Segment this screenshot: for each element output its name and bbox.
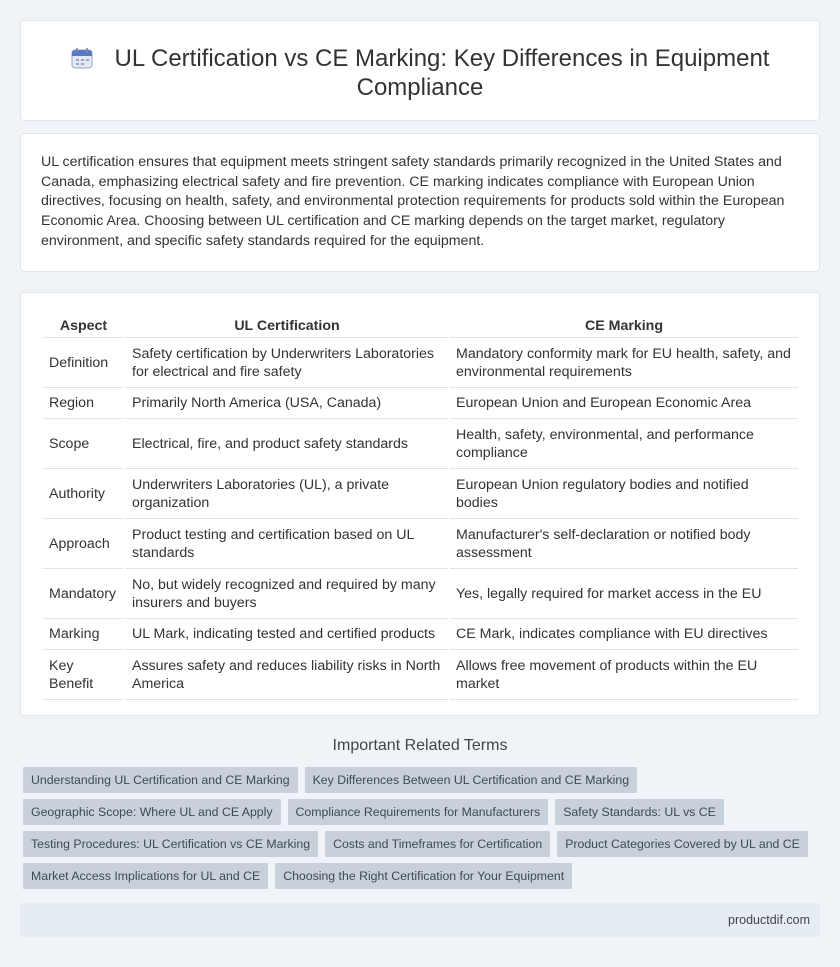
table-row	[43, 569, 798, 619]
related-tag[interactable]: Geographic Scope: Where UL and CE Apply	[23, 799, 281, 825]
comparison-card	[20, 292, 820, 716]
related-terms-list	[23, 767, 803, 895]
table-row	[43, 469, 798, 519]
tag-row	[23, 831, 803, 857]
cell-ul: Safety certification by Underwriters Laboratories for electrical and fire safety	[125, 338, 449, 388]
cell-ul: Product testing and certification based on UL standards	[125, 519, 449, 569]
table-row	[43, 650, 798, 700]
cell-aspect: Mandatory	[43, 569, 125, 619]
cell-ce: European Union and European Economic Area	[449, 388, 798, 419]
header-card	[20, 20, 820, 121]
footer	[20, 903, 820, 937]
intro-text: UL certification ensures that equipment meets stringent safety standards primarily recognized in the United States and Canada, emphasizing electrical safety and fire prevention. CE marking indicates compliance with European Union directives, focusing on health, safety, and environmental protection requirements for products sold within the European Economic Area. Choosing between UL certification and CE marking depends on the target market, regulatory environment, and specific safety standards required for the equipment.	[41, 154, 785, 249]
cell-aspect: Region	[43, 388, 125, 419]
cell-ce: Mandatory conformity mark for EU health, safety, and environmental requirements	[449, 338, 798, 388]
cell-aspect: Authority	[43, 469, 125, 519]
related-tag[interactable]: Safety Standards: UL vs CE	[555, 799, 724, 825]
cell-ul: Electrical, fire, and product safety standards	[125, 419, 449, 469]
related-tag[interactable]: Understanding UL Certification and CE Marking	[23, 767, 298, 793]
cell-ul: Assures safety and reduces liability risks in North America	[125, 650, 449, 700]
intro-card	[20, 133, 820, 272]
cell-ce: Yes, legally required for market access in the EU	[449, 569, 798, 619]
table-header-row	[43, 315, 798, 338]
table-row	[43, 419, 798, 469]
cell-ce: European Union regulatory bodies and notified bodies	[449, 469, 798, 519]
cell-aspect: Marking	[43, 619, 125, 650]
header-aspect: Aspect	[43, 315, 125, 338]
cell-ul: Underwriters Laboratories (UL), a private organization	[125, 469, 449, 519]
calendar-icon	[71, 47, 93, 69]
tag-row	[23, 863, 803, 889]
related-tag[interactable]: Compliance Requirements for Manufacturers	[288, 799, 549, 825]
related-tag[interactable]: Key Differences Between UL Certification and CE Marking	[305, 767, 637, 793]
page-title: UL Certification vs CE Marking: Key Differences in Equipment Compliance	[114, 45, 770, 101]
header-ce-marking: CE Marking	[449, 315, 798, 338]
cell-ul: UL Mark, indicating tested and certified products	[125, 619, 449, 650]
cell-aspect: Scope	[43, 419, 125, 469]
cell-ce: Health, safety, environmental, and performance compliance	[449, 419, 798, 469]
tag-row	[23, 799, 803, 825]
related-tag[interactable]: Testing Procedures: UL Certification vs CE Marking	[23, 831, 318, 857]
cell-aspect: Approach	[43, 519, 125, 569]
cell-ul: No, but widely recognized and required by many insurers and buyers	[125, 569, 449, 619]
related-tag[interactable]: Costs and Timeframes for Certification	[325, 831, 550, 857]
related-terms-title: Important Related Terms	[332, 737, 508, 754]
cell-ce: CE Mark, indicates compliance with EU directives	[449, 619, 798, 650]
cell-ce: Allows free movement of products within the EU market	[449, 650, 798, 700]
cell-aspect: Definition	[43, 338, 125, 388]
tag-row	[23, 767, 803, 793]
footer-site-link[interactable]: productdif.com	[728, 913, 810, 927]
table-row	[43, 388, 798, 419]
table-row	[43, 619, 798, 650]
table-row	[43, 338, 798, 388]
related-tag[interactable]: Product Categories Covered by UL and CE	[557, 831, 808, 857]
cell-aspect: Key Benefit	[43, 650, 125, 700]
header-ul-certification: UL Certification	[125, 315, 449, 338]
related-tag[interactable]: Choosing the Right Certification for Your Equipment	[275, 863, 572, 889]
comparison-table	[43, 315, 798, 700]
cell-ce: Manufacturer's self-declaration or notified body assessment	[449, 519, 798, 569]
cell-ul: Primarily North America (USA, Canada)	[125, 388, 449, 419]
table-row	[43, 519, 798, 569]
related-tag[interactable]: Market Access Implications for UL and CE	[23, 863, 268, 889]
